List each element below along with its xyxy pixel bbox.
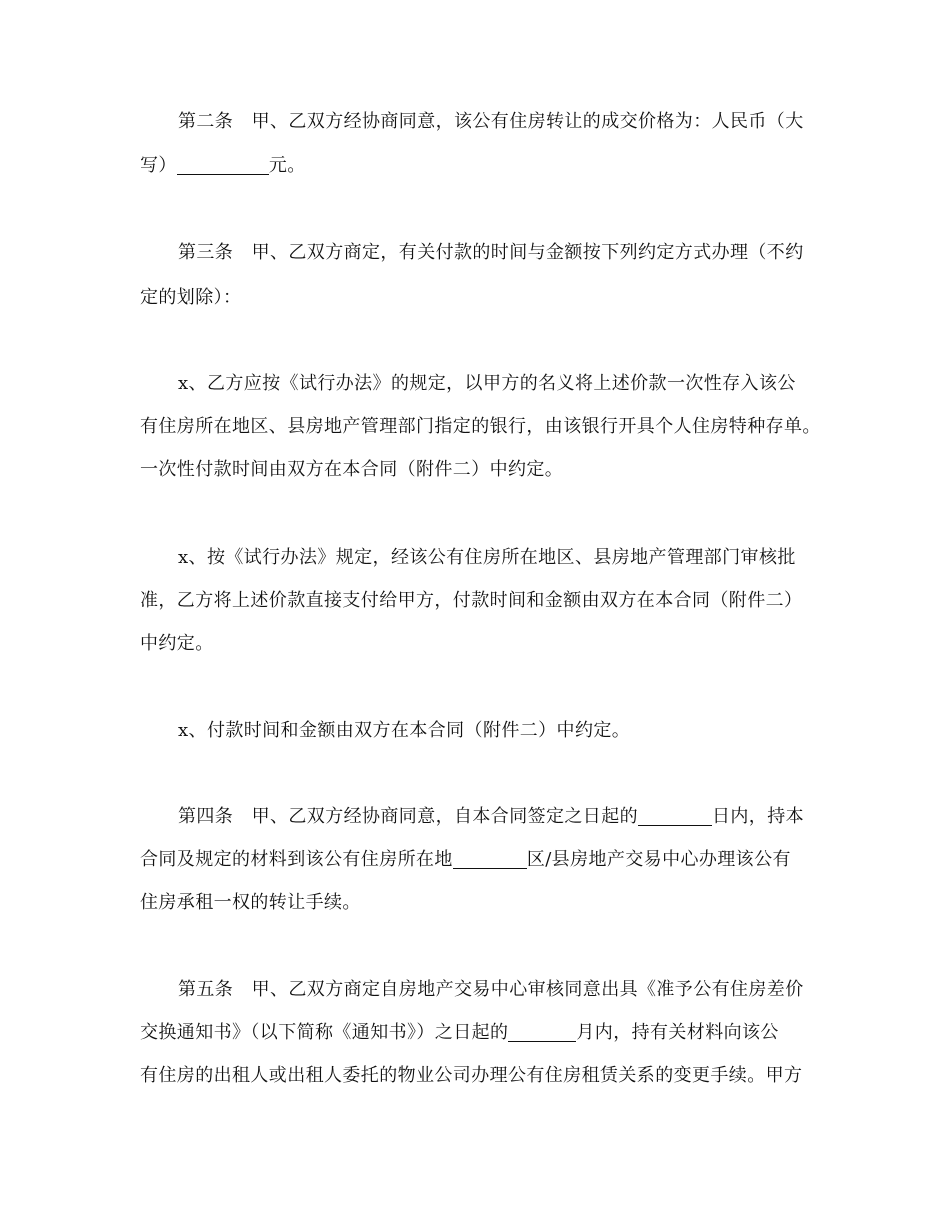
- article2-line2: [140, 154, 306, 178]
- district-blank[interactable]: [453, 848, 527, 869]
- article4-line2-suffix: 区/县房地产交易中心办理该公有: [526, 849, 791, 870]
- article3-line1: 第三条 甲、乙双方商定，有关付款的时间与金额按下列约定方式办理（不约: [178, 242, 804, 263]
- days-blank[interactable]: [638, 805, 712, 826]
- article5-line3: 有住房的出租人或出租人委托的物业公司办理公有住房租赁关系的变更手续。甲方: [140, 1065, 803, 1086]
- option1-line1: x、乙方应按《试行办法》的规定，以甲方的名义将上述价款一次性存入该公: [178, 373, 796, 394]
- option2-line3: 中约定。: [140, 633, 214, 654]
- article5-line2-prefix: 交换通知书》（以下简称《通知书》）之日起的: [140, 1022, 509, 1043]
- article4-line1-prefix: 第四条 甲、乙双方经协商同意，自本合同签定之日起的: [178, 806, 638, 827]
- article3-line2: 定的划除）：: [140, 287, 242, 308]
- article5-line1: 第五条 甲、乙双方商定自房地产交易中心审核同意出具《准予公有住房差价: [178, 979, 804, 1000]
- article2-line2-prefix: 写）: [140, 155, 177, 176]
- option1-line2: 有住房所在地区、县房地产管理部门指定的银行，由该银行开具个人住房特种存单。: [140, 416, 821, 437]
- option3-line1: x、付款时间和金额由双方在本合同（附件二）中约定。: [178, 720, 631, 741]
- article2-line2-suffix: 元。: [268, 155, 306, 176]
- months-blank[interactable]: [508, 1021, 576, 1042]
- article2-line1: 第二条 甲、乙双方经协商同意，该公有住房转让的成交价格为：人民币（大: [178, 111, 804, 132]
- article4-line3: 住房承租一权的转让手续。: [140, 892, 361, 913]
- article4-line2-prefix: 合同及规定的材料到该公有住房所在地: [140, 849, 453, 870]
- price-blank[interactable]: [177, 154, 269, 175]
- article5-line2-suffix: 月内，持有关材料向该公: [576, 1022, 779, 1043]
- article4-line1: [178, 805, 804, 829]
- article4-line2: [140, 848, 791, 872]
- option2-line2: 准，乙方将上述价款直接支付给甲方，付款时间和金额由双方在本合同（附件二）: [140, 590, 803, 611]
- option1-line3: 一次性付款时间由双方在本合同（附件二）中约定。: [140, 459, 564, 480]
- option2-line1: x、按《试行办法》规定，经该公有住房所在地区、县房地产管理部门审核批: [178, 547, 796, 568]
- article4-line1-suffix: 日内，持本: [712, 806, 804, 827]
- article5-line2: [140, 1021, 779, 1045]
